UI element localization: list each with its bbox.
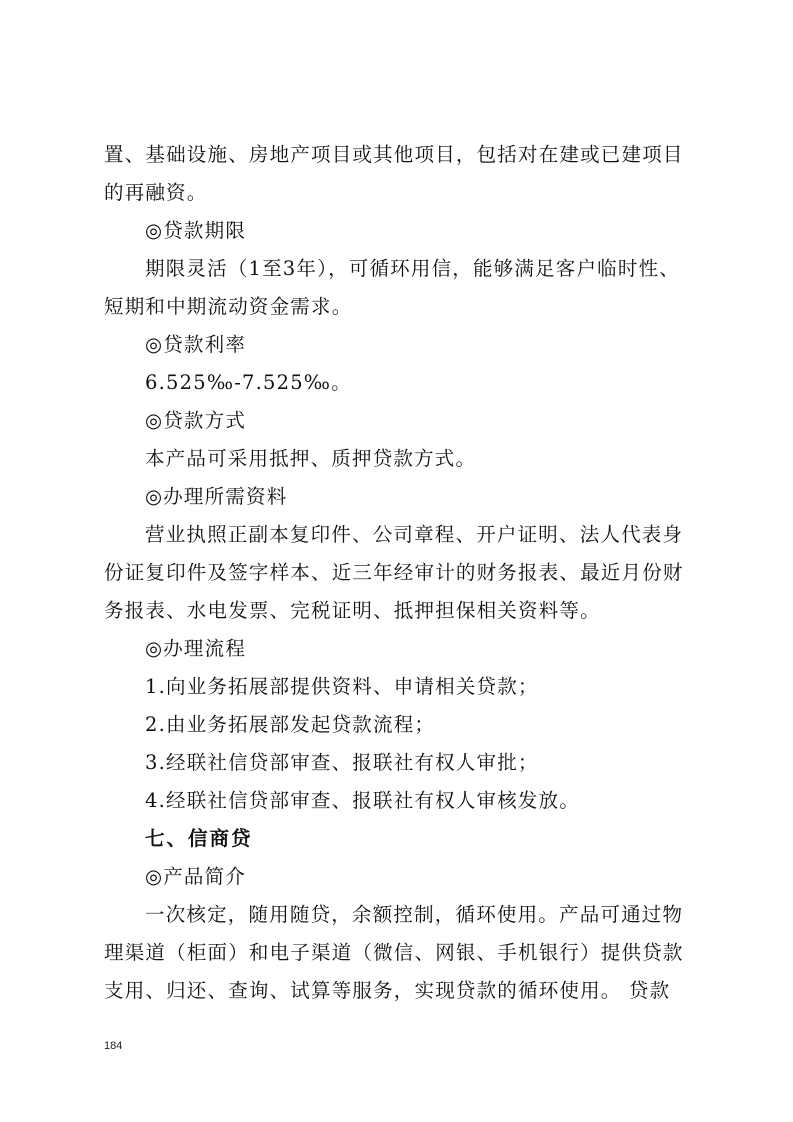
process-step: 1.向业务拓展部提供资料、申请相关贷款； [145, 675, 539, 698]
section-heading-interest-rate: ◎贷款利率 [145, 333, 247, 356]
section-heading-product-intro: ◎产品简介 [145, 865, 247, 888]
section-heading-loan-term: ◎贷款期限 [145, 219, 247, 242]
paragraph-line: 营业执照正副本复印件、公司章程、开户证明、法人代表身 [145, 523, 684, 546]
paragraph-line: 一次核定，随用随贷，余额控制，循环使用。产品可通过物 [145, 903, 684, 926]
paragraph-line: 本产品可采用抵押、质押贷款方式。 [145, 447, 477, 470]
process-step: 4.经联社信贷部审查、报联社有权人审核发放。 [145, 789, 581, 812]
chapter-heading: 七、信商贷 [145, 827, 253, 850]
interest-rate-value: 6.525‰-7.525‰。 [145, 371, 352, 394]
paragraph-line: 理渠道（柜面）和电子渠道（微信、网银、手机银行）提供贷款 [104, 941, 684, 964]
paragraph-line: 期限灵活（1至3年），可循环用信，能够满足客户临时性、 [145, 257, 680, 280]
section-heading-process: ◎办理流程 [145, 637, 247, 660]
section-heading-loan-method: ◎贷款方式 [145, 409, 247, 432]
process-step: 3.经联社信贷部审查、报联社有权人审批； [145, 751, 539, 774]
paragraph-line: 份证复印件及签字样本、近三年经审计的财务报表、最近月份财 [104, 561, 684, 584]
paragraph-line: 置、基础设施、房地产项目或其他项目，包括对在建或已建项目 [104, 143, 684, 166]
page-number: 184 [104, 1040, 123, 1052]
paragraph-line: 的再融资。 [104, 181, 208, 204]
paragraph-line: 支用、归还、查询、试算等服务，实现贷款的循环使用。 贷款 [104, 979, 671, 1002]
process-step: 2.由业务拓展部发起贷款流程； [145, 713, 436, 736]
paragraph-line: 短期和中期流动资金需求。 [104, 295, 353, 318]
section-heading-required-documents: ◎办理所需资料 [145, 485, 288, 508]
paragraph-line: 务报表、水电发票、完税证明、抵押担保相关资料等。 [104, 599, 601, 622]
